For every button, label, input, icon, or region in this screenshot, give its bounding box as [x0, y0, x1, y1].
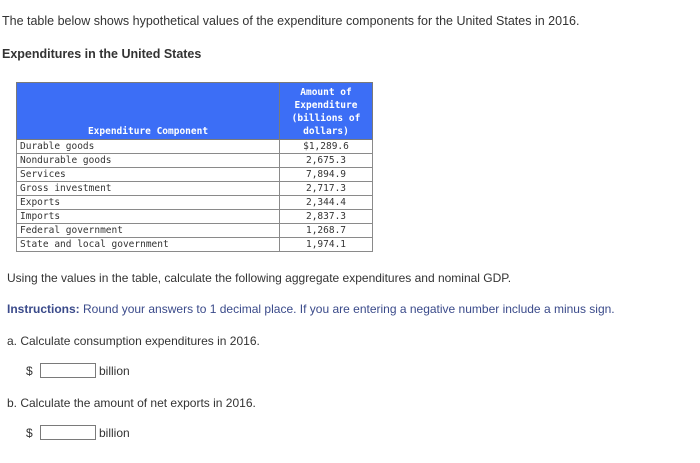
component-cell: Federal government — [17, 224, 280, 238]
question-b: b. Calculate the amount of net exports in 2016. — [7, 396, 256, 410]
component-column-header: Expenditure Component — [17, 83, 280, 140]
instructions-label: Instructions: — [7, 302, 80, 316]
amount-cell: 1,268.7 — [280, 224, 373, 238]
component-cell: Imports — [17, 210, 280, 224]
amount-header-line: (billions of — [291, 113, 361, 124]
table-row — [17, 140, 373, 154]
amount-column-header — [280, 83, 373, 140]
table-row — [17, 210, 373, 224]
currency-symbol: $ — [26, 363, 33, 378]
amount-cell: 2,717.3 — [280, 182, 373, 196]
answer-a-input[interactable] — [40, 363, 96, 378]
intro-text: The table below shows hypothetical values of the expenditure components for the United States in 2016. — [2, 14, 580, 28]
unit-label: billion — [99, 363, 130, 378]
table-header-row — [17, 83, 373, 140]
table-heading: Expenditures in the United States — [2, 47, 202, 61]
amount-cell: 2,675.3 — [280, 154, 373, 168]
component-cell: Exports — [17, 196, 280, 210]
table-row — [17, 196, 373, 210]
component-cell: State and local government — [17, 238, 280, 252]
expenditure-table — [16, 82, 373, 252]
unit-label: billion — [99, 425, 130, 440]
amount-header-line: dollars) — [303, 126, 349, 137]
table-row — [17, 182, 373, 196]
amount-cell: 7,894.9 — [280, 168, 373, 182]
component-cell: Nondurable goods — [17, 154, 280, 168]
amount-cell: 2,344.4 — [280, 196, 373, 210]
instructions-intro: Using the values in the table, calculate the following aggregate expenditures and nominal GDP. — [7, 271, 512, 285]
amount-cell: $1,289.6 — [280, 140, 373, 154]
component-cell: Services — [17, 168, 280, 182]
table-row — [17, 154, 373, 168]
component-cell: Durable goods — [17, 140, 280, 154]
currency-symbol: $ — [26, 425, 33, 440]
answer-a-row — [26, 363, 130, 378]
answer-b-input[interactable] — [40, 425, 96, 440]
table-row — [17, 224, 373, 238]
amount-cell: 2,837.3 — [280, 210, 373, 224]
answer-b-row — [26, 425, 130, 440]
table-row — [17, 238, 373, 252]
instructions — [7, 302, 615, 316]
amount-cell: 1,974.1 — [280, 238, 373, 252]
amount-header-line: Amount of — [300, 87, 352, 98]
instructions-text: Round your answers to 1 decimal place. If you are entering a negative number include a minus sign. — [79, 302, 615, 316]
component-cell: Gross investment — [17, 182, 280, 196]
question-a: a. Calculate consumption expenditures in 2016. — [7, 334, 260, 348]
amount-header-line: Expenditure — [294, 100, 358, 111]
table-row — [17, 168, 373, 182]
